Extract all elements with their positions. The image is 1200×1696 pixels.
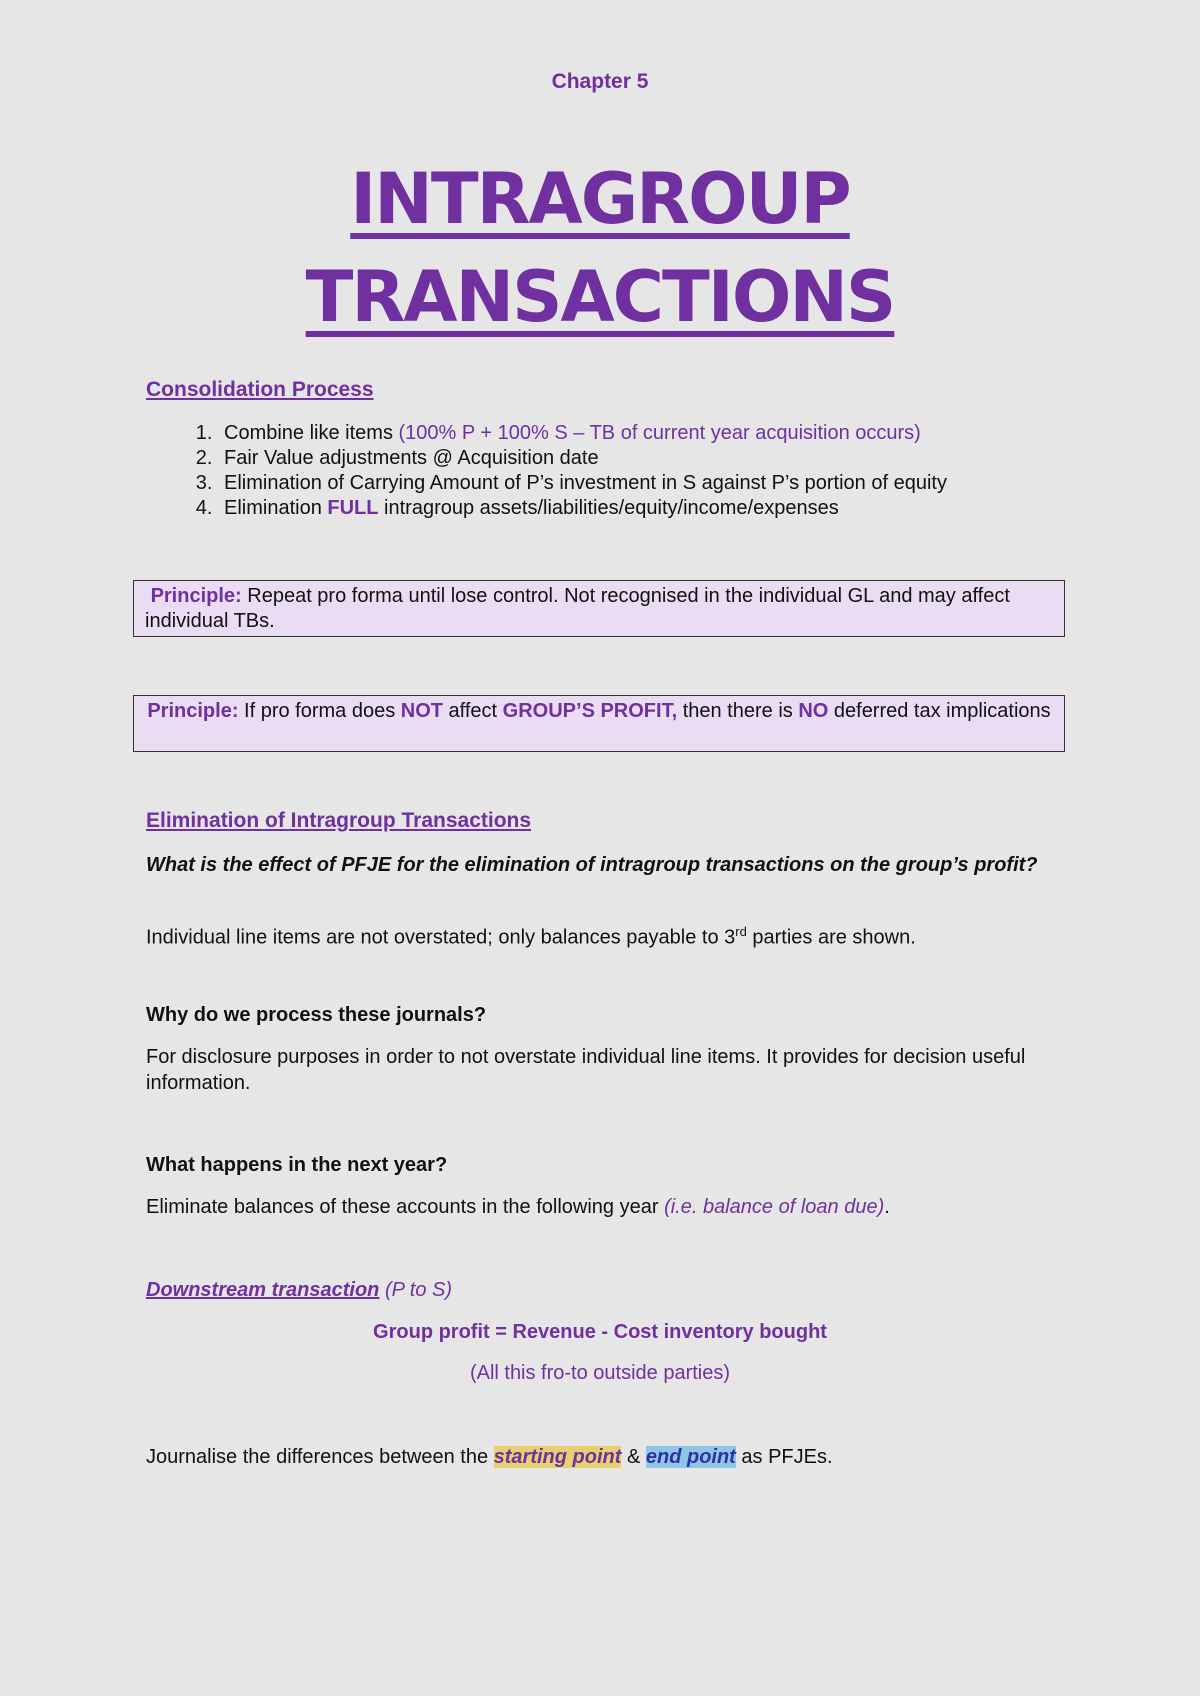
formula-note: (All this fro-to outside parties) [469, 1362, 731, 1384]
next-year-question: What happens in the next year? [146, 1154, 448, 1176]
principle-box-2: Principle: If pro forma does NOT affect GROUP’S PROFIT, then there is NO deferred tax implications [133, 695, 1065, 752]
step-item: 2. Fair Value adjustments @ Acquisition date [218, 446, 947, 471]
step-item: 4. Elimination FULL intragroup assets/liabilities/equity/income/expenses [218, 496, 947, 521]
title-line-1: INTRAGROUP [350, 158, 850, 240]
principle-label: Principle: [150, 585, 242, 607]
elimination-question: What is the effect of PFJE for the elimination of intragroup transactions on the group’s profit? [146, 854, 1038, 876]
journalise-text: Journalise the differences between the starting point & end point as PFJEs. [146, 1446, 833, 1468]
chapter-label: Chapter 5 [551, 70, 649, 93]
step-item: 3. Elimination of Carrying Amount of P’s investment in S against P’s portion of equity [218, 471, 947, 496]
starting-point-highlight: starting point [493, 1446, 622, 1468]
why-answer: For disclosure purposes in order to not overstate individual line items. It provides for decision useful information. [146, 1046, 1026, 1094]
end-point-highlight: end point [645, 1446, 736, 1468]
elimination-answer: Individual line items are not overstated; only balances payable to 3rd parties are shown. [146, 924, 916, 949]
step-item: 1. Combine like items (100% P + 100% S – TB of current year acquisition occurs) [218, 421, 947, 446]
elimination-heading: Elimination of Intragroup Transactions [146, 809, 532, 832]
principle-text: Repeat pro forma until lose control. Not recognised in the individual GL and may affect individual TBs. [145, 585, 1010, 632]
consolidation-steps [178, 421, 947, 521]
page-title [0, 150, 1200, 346]
principle-box-1 [133, 580, 1065, 637]
group-profit-formula: Group profit = Revenue - Cost inventory bought [373, 1321, 827, 1343]
why-question: Why do we process these journals? [146, 1004, 487, 1026]
consolidation-heading: Consolidation Process [146, 378, 374, 401]
next-year-answer: Eliminate balances of these accounts in the following year (i.e. balance of loan due). [146, 1196, 890, 1218]
downstream-heading: Downstream transaction (P to S) [146, 1279, 452, 1301]
title-line-2: TRANSACTIONS [305, 256, 895, 338]
